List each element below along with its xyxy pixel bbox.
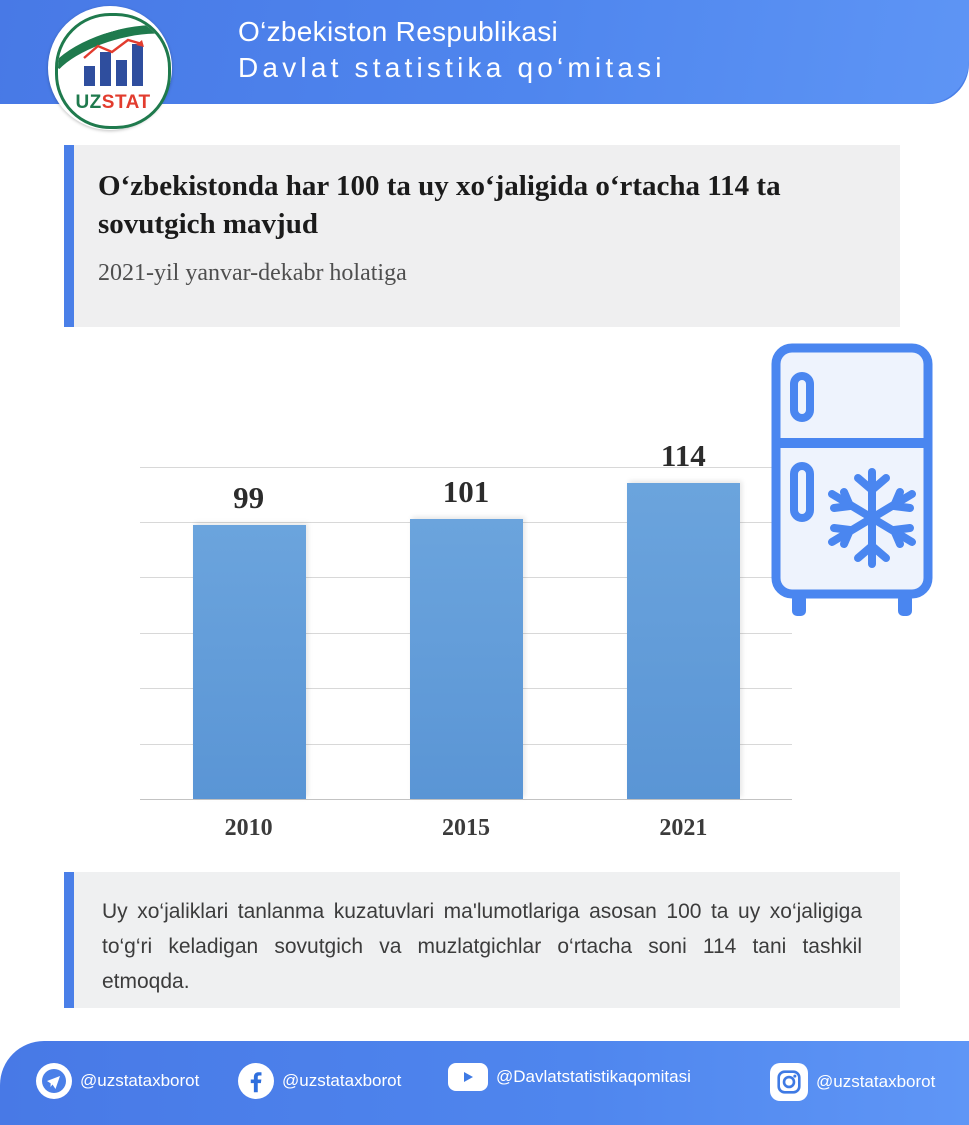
chart-bar-value: 101 bbox=[442, 474, 490, 510]
instagram-icon bbox=[770, 1063, 808, 1101]
note-text: Uy xo‘jaliklari tanlanma kuzatuvlari ma'lumotlariga asosan 100 ta uy xo‘jaligiga to‘g‘ri keladigan sovutgich va muzlatgichlar o‘rtacha soni 114 tani tashkil etmoqda. bbox=[102, 900, 862, 993]
chart-bar-value: 99 bbox=[233, 479, 265, 515]
chart-bar bbox=[193, 525, 306, 799]
title-accent-bar bbox=[64, 145, 74, 327]
header-title-block bbox=[238, 14, 666, 86]
social-facebook[interactable] bbox=[238, 1063, 401, 1099]
note-card bbox=[64, 872, 900, 1008]
facebook-icon bbox=[238, 1063, 274, 1099]
bar-chart bbox=[64, 340, 900, 860]
page-footer bbox=[0, 1041, 969, 1125]
chart-baseline bbox=[140, 799, 792, 800]
social-telegram[interactable] bbox=[36, 1063, 199, 1099]
page-subtitle: 2021-yil yanvar-dekabr holatiga bbox=[98, 260, 407, 286]
facebook-handle: @uzstataxborot bbox=[282, 1071, 402, 1090]
logo-stat-text: STAT bbox=[101, 92, 151, 113]
logo-uz-text: UZ bbox=[75, 92, 102, 113]
chart-x-label: 2021 bbox=[659, 815, 708, 841]
header-line-1: O‘zbekiston Respublikasi bbox=[238, 16, 559, 47]
youtube-handle: @Davlatstatistikaqomitasi bbox=[496, 1067, 691, 1086]
chart-bar-value: 114 bbox=[660, 438, 706, 474]
social-youtube[interactable] bbox=[448, 1063, 691, 1091]
logo-wordmark bbox=[58, 92, 168, 114]
refrigerator-icon bbox=[764, 342, 944, 632]
title-card bbox=[64, 145, 900, 327]
chart-x-label: 2010 bbox=[224, 815, 273, 841]
logo-inner-circle bbox=[55, 13, 171, 129]
telegram-icon bbox=[36, 1063, 72, 1099]
uzstat-logo bbox=[48, 6, 172, 130]
instagram-handle: @uzstataxborot bbox=[816, 1072, 936, 1091]
telegram-handle: @uzstataxborot bbox=[80, 1071, 200, 1090]
chart-bar bbox=[627, 483, 740, 799]
chart-bar bbox=[410, 519, 523, 799]
logo-trendline-icon bbox=[82, 38, 144, 62]
header-line-2: Davlat statistika qo‘mitasi bbox=[238, 52, 666, 83]
chart-plot-area bbox=[140, 438, 792, 841]
page-title: O‘zbekistonda har 100 ta uy xo‘jaligida o‘rtacha 114 ta sovutgich mavjud bbox=[98, 170, 781, 240]
chart-x-label: 2015 bbox=[442, 815, 490, 841]
social-instagram[interactable] bbox=[770, 1063, 935, 1101]
youtube-icon bbox=[448, 1063, 488, 1091]
note-accent-bar bbox=[64, 872, 74, 1008]
